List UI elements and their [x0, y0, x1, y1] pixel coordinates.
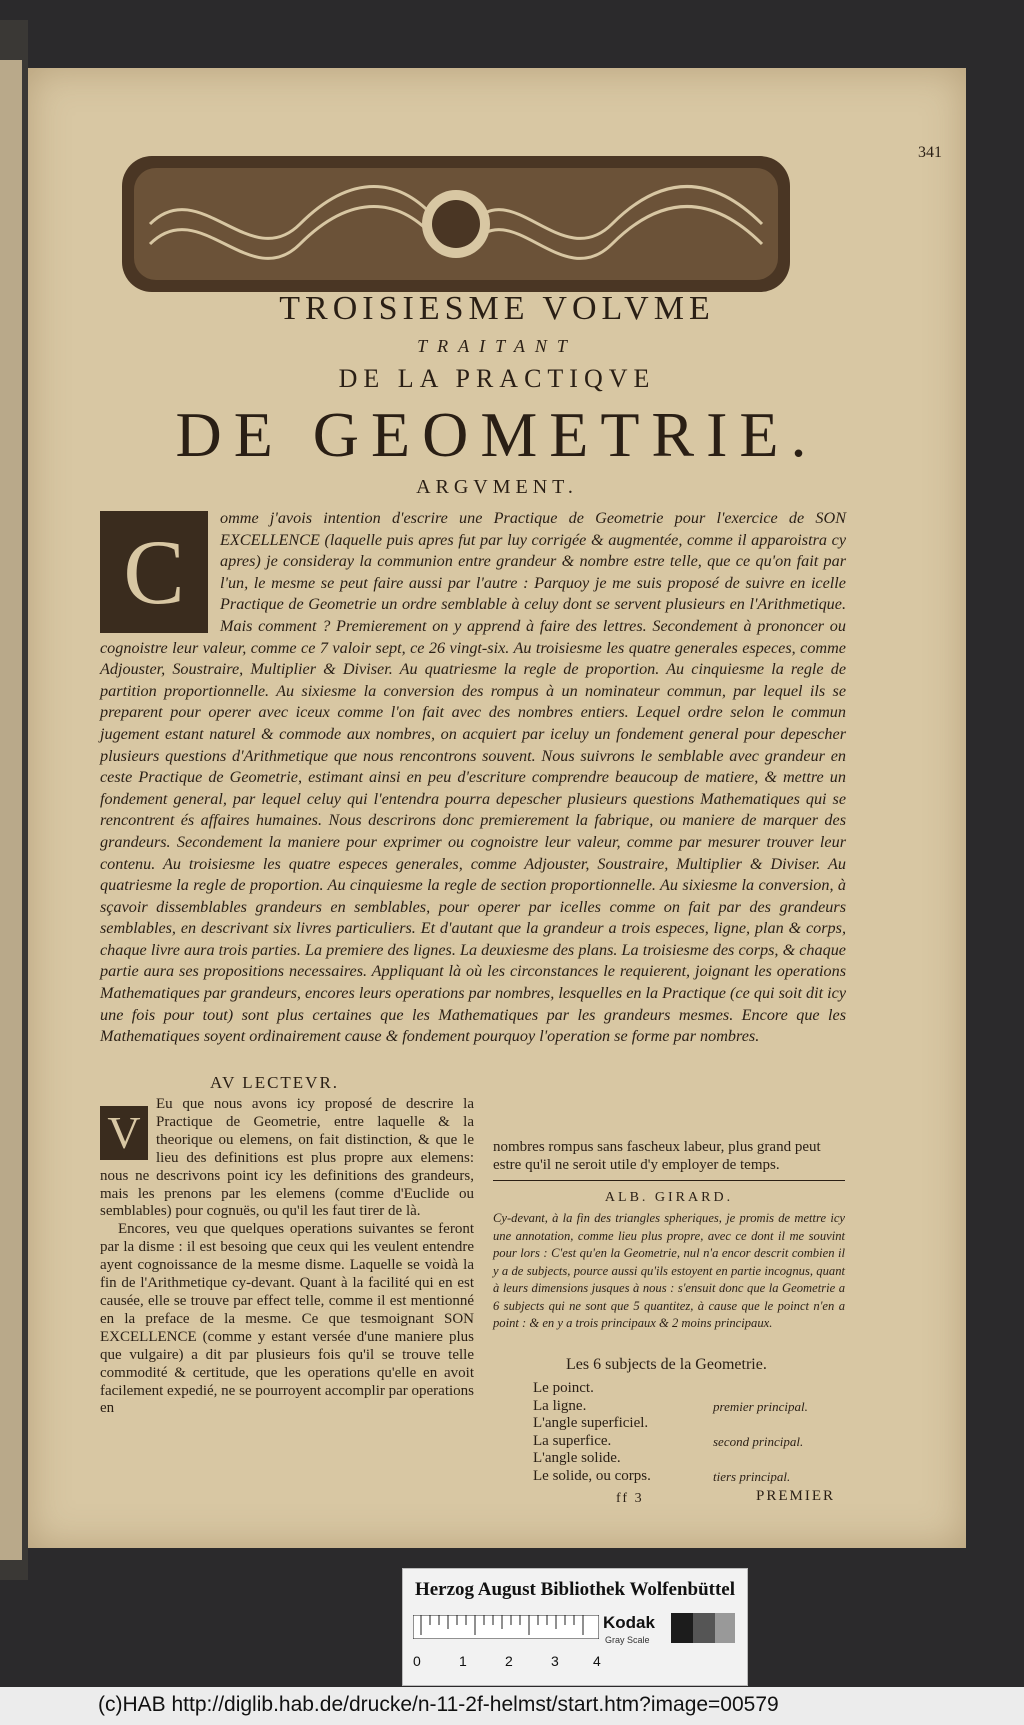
- kodak-logo: Kodak: [603, 1613, 655, 1632]
- book-page: [28, 68, 966, 1548]
- list-item: Le solide, ou corps. tiers principal.: [533, 1467, 791, 1484]
- library-color-card: Herzog August Bibliothek Wolfenbüttel 0 1 2 3 4 Kodak Gray Scale: [402, 1568, 748, 1686]
- decorated-initial-c: C: [100, 511, 208, 633]
- catchword: PREMIER: [756, 1488, 836, 1504]
- divider-rule: [493, 1180, 845, 1181]
- argument-heading: ARGVMENT.: [416, 476, 578, 498]
- title-geometrie: DE GEOMETRIE.: [175, 399, 819, 470]
- list-item: La ligne. premier principal.: [533, 1397, 808, 1414]
- argument-text: [100, 508, 846, 1048]
- footer-url: (c)HAB http://diglib.hab.de/drucke/n-11-2f-helmst/start.htm?image=00579: [98, 1693, 779, 1716]
- lecteur-paragraph-2: Encores, veu que quelques operations suivantes se feront par la disme : il est besoing que ceux qui les veulent entendre ayent cognoissance de la mesme disme. Laquelle se voidà la fin de l'Arithmetique cy-devant. Quant à la facilité qui en est causée, elle se trouve par effect telle, comme il est mentionné en la preface de la mesme. Ce que tesmoignant SON EXCELLENCE (comme y estant versée d'une maniere plus que vulgaire) a dit par plusieurs fois qu'il se trouve telle commodité & certitude, que les operations qu'elle en avoit facilement expedié, ne se pourroyent accomplir par operations en: [100, 1221, 475, 1417]
- previous-page-edge: [0, 60, 22, 1560]
- girard-note: Cy-devant, à la fin des triangles spheriques, je promis de mettre icy une annotation, comme lieu plus propre, avec ce dont il me souvint pour lors : C'est qu'en la Geometrie, nul n'a encor descrit combien il y a de subjects, pource aussi qu'ils estoyent en partie incognus, quant à leurs dimensions jusques à nous : s'ensuit donc que la Geometrie a 6 subjects qui ne sont que 5 quantitez, à cause que le poinct n'en a point : & en y a trois principaux & 2 moins principaux.: [493, 1211, 845, 1330]
- title-traitant: TRAITANT: [417, 336, 577, 356]
- list-item: L'angle solide.: [533, 1450, 621, 1467]
- list-item: L'angle superficiel.: [533, 1415, 649, 1432]
- lecteur-paragraph-1: Eu que nous avons icy proposé de descrire la Practique de Geometrie, entre laquelle & la theorique ou elemens, on fait distinction, & que le lieu des definitions est plus propre aux elemens: nous ne descrivons point icy les definitions des grandeurs, mais les prenons par les elemens (comme d'Euclide ou semblables) pour cognuës, ou qu'il les faut tirer de là.: [100, 1096, 474, 1220]
- title-practique: DE LA PRACTIQVE: [338, 364, 656, 393]
- list-item: Le poinct.: [533, 1380, 594, 1396]
- subject-note: second principal.: [713, 1433, 804, 1449]
- gray-swatch-dark: [671, 1613, 693, 1643]
- argument-body: omme j'avois intention d'escrire une Practique de Geometrie pour l'exercice de SON EXCELLENCE (laquelle puis apres fut par luy corrigée & augmentée, comme il apparoistra cy apres) je consideray la communion entre grandeur & nombre estre telle, que ce qu'on fait par l'un, le mesme se peut faire aussi par l'autre : Parquoy je me suis proposé de suivre en icelle Practique de Geometrie un ordre semblable à celuy dont se servent plusieurs en l'Arithmetique. Mais comment ? Premierement on y apprend à faire des lettres. Secondement à prononcer ou cognoistre leur valeur, comme ce 7 valoir sept, ce 26 vingt-six. Au troisiesme les quatre generales especes, comme Adjouster, Soustraire, Multiplier & Diviser. Au quatriesme la regle de proportion. Au cinquiesme la regle de partition proportionnelle. Au sixiesme la conversion des rompus à un nominateur commun, par lequel ils se preparent pour operer avec iceux comme l'on fait avec des nombres entiers. Lequel ordre selon le commun jugement estant naturel & commode aux nombres, on acquiert par iceluy un fondement general pour depescher plusieurs questions d'Arithmetique que nous rencontrons souvent. Nous suivrons le semblable avec grandeur en ceste Practique de Geometrie, estimant ainsi en peu d'escriture comprendre beaucoup de matiere, & mettre un fondement general, par lequel celuy qui l'entendra pourra depescher plusieurs questions Mathematiques qui se rencontrent és affaires humaines. Nous descrirons donc premierement la fabrique, ou maniere de marquer des grandeurs. Secondement la maniere pour exprimer ou cognoistre leur valeur, comme par mesurer trouver leur contenu. Au troisiesme les quatre especes generales, comme Adjouster, Soustraire, Multiplier & Diviser. Au quatriesme la regle de proportion. Au cinquiesme la regle de section proportionnelle. Au sixiesme la conversion, à sçavoir dissemblables grandeurs en semblables, pour operer par icelles comme on fait par des grandeurs semblables, en descrivant six livres particuliers. Et d'autant que la grandeur a trois especes, ligne, plan & corps, chaque livre aura trois parties. La premiere des lignes. La deuxiesme des plans. La troisiesme des corps, & chaque partie aura ses propositions necessaires. Appliquant là où les circonstances le requierent, joignant les operations Mathematiques par grandeurs, encores leurs operations par nombres, lesquelles en la Practique (ce qui soit dit icy une fois pour tout) sont plus certaines que les Mathematiques par les grandeurs mesmes. Encore que les Mathematiques soyent ordinairement cause & fondement pourquoy l'operation se forme par nombres.: [100, 509, 847, 1046]
- girard-heading: ALB. GIRARD.: [604, 1190, 734, 1205]
- ruler-scale: [413, 1615, 599, 1639]
- gray-swatch-mid: [693, 1613, 715, 1643]
- footer-bar: [0, 1687, 1024, 1725]
- gray-swatch-light: [715, 1613, 735, 1643]
- subject-note: premier principal.: [713, 1398, 808, 1414]
- page-number: 341: [918, 144, 942, 161]
- lecteur-heading: AV LECTEVR.: [210, 1073, 340, 1092]
- subject-note: tiers principal.: [713, 1468, 791, 1484]
- subjects-list: [533, 1380, 853, 1486]
- decorated-initial-v: V: [100, 1106, 148, 1160]
- lecteur-continuation: nombres rompus sans fascheux labeur, plus grand peut estre qu'il ne seroit utile d'y employer de temps.: [493, 1139, 821, 1173]
- list-item: La superfice. second principal.: [533, 1432, 804, 1449]
- signature-mark: ff 3: [616, 1491, 644, 1506]
- subjects-heading: Les 6 subjects de la Geometrie.: [566, 1356, 767, 1373]
- volume-title: TROISIESME VOLVME: [279, 290, 715, 327]
- library-name: Herzog August Bibliothek Wolfenbüttel: [414, 1579, 736, 1600]
- gray-scale-label: Gray Scale: [605, 1635, 650, 1645]
- ornament-headpiece: [120, 154, 792, 294]
- lecteur-text: [100, 1096, 474, 1418]
